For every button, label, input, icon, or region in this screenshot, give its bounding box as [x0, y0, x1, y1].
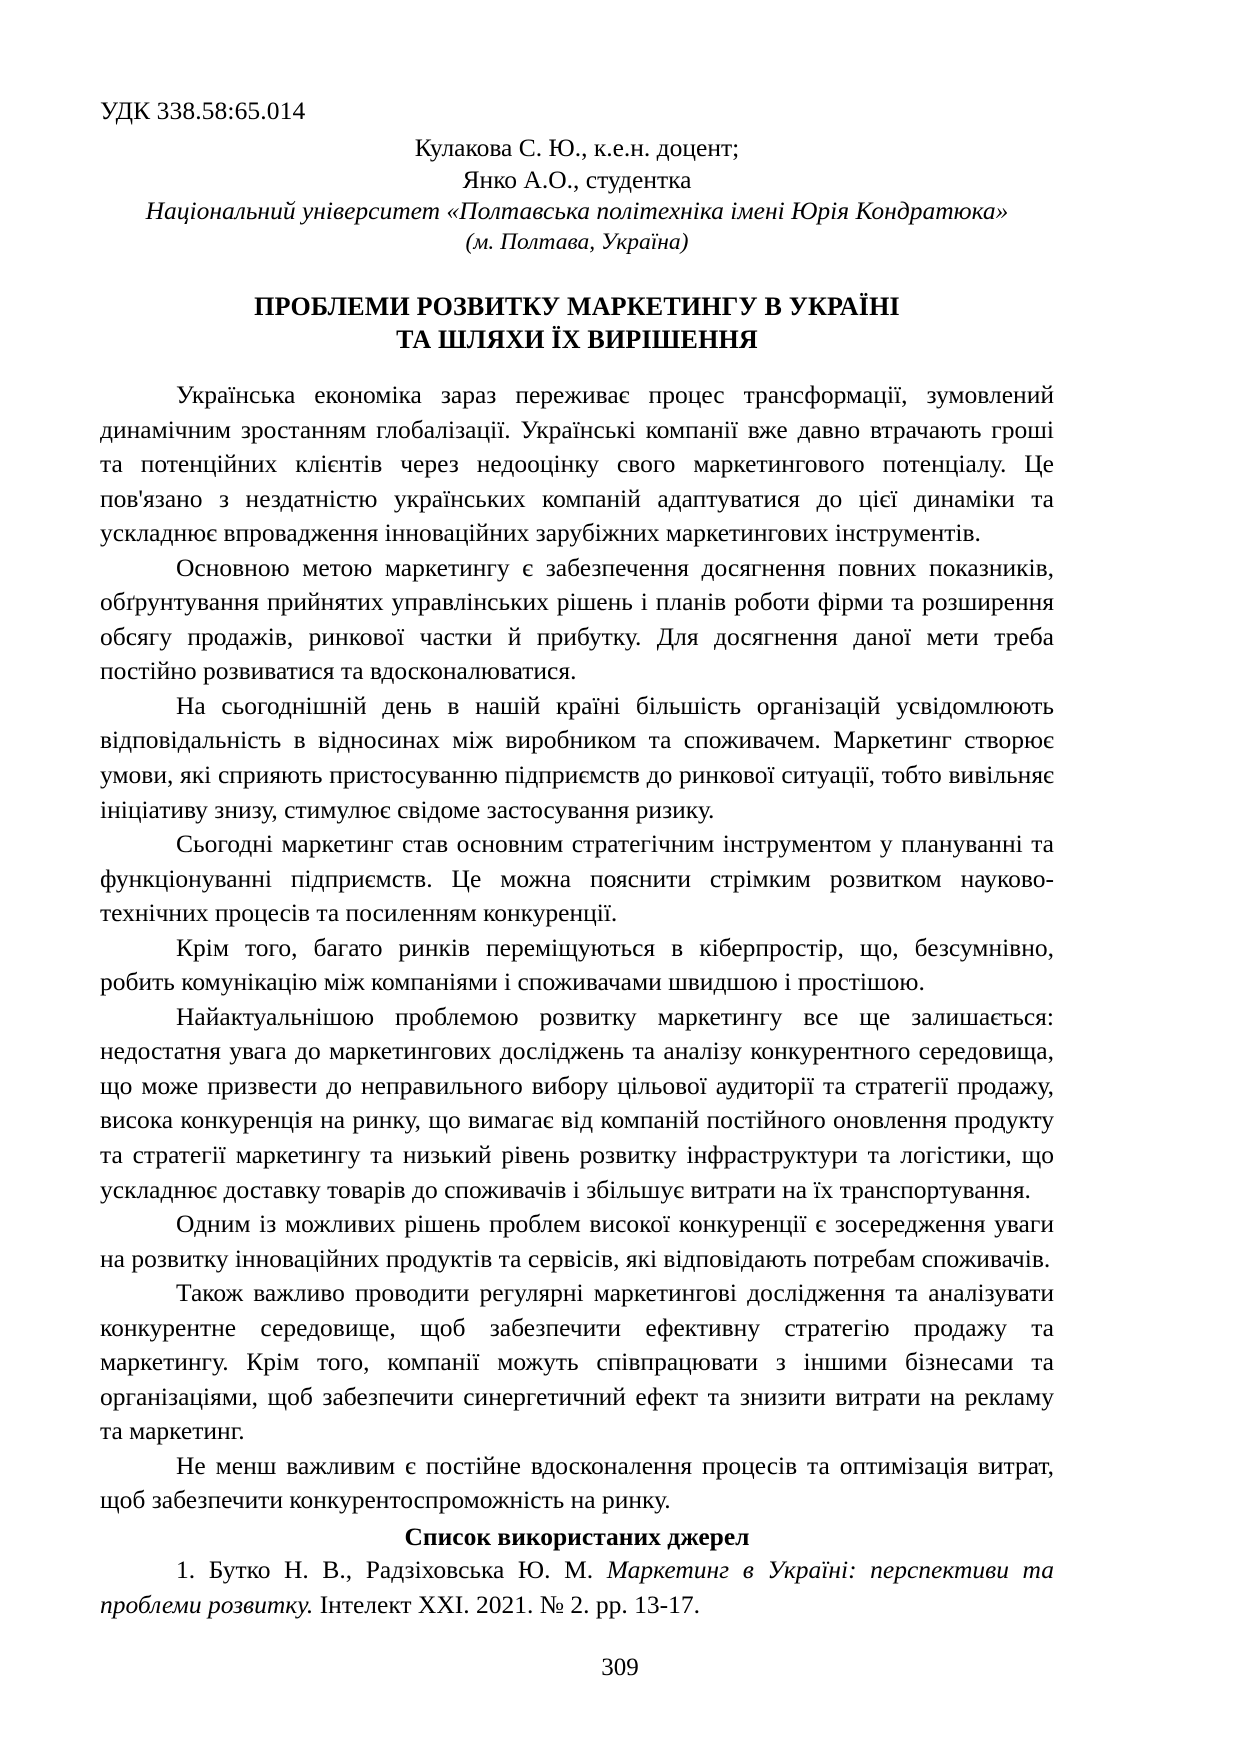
author-line-2: Янко А.О., студентка [462, 164, 692, 194]
page-content [100, 96, 1054, 1622]
paragraph: Крім того, багато ринків переміщуються в кіберпростір, що, безсумнівно, робить комунікацію між компаніями і споживачами швидшою і простішою. [100, 932, 1054, 997]
paragraph: Найактуальнішою проблемою розвитку маркетингу все ще залишається: недостатня увага до маркетингових досліджень та аналізу конкурентного середовища, що може призвести до неправильного вибору цільової аудиторії та стратегії продажу, висока конкуренція на ринку, що вимагає від компаній постійного оновлення продукту та стратегії маркетингу та низький рівень розвитку інфраструктури та логістики, що ускладнює доставку товарів до споживачів і збільшує витрати на їх транспортування. [100, 1001, 1054, 1204]
paragraph: Одним із можливих рішень проблем високої конкуренції є зосередження уваги на розвитку інноваційних продуктів та сервісів, які відповідають потребам споживачів. [100, 1209, 1054, 1273]
article-body [100, 378, 1054, 1518]
reference-suffix: Інтелект XXI. 2021. № 2. pp. 13-17. [313, 1589, 701, 1619]
paragraph: Не менш важливим є постійне вдосконалення процесів та оптимізація витрат, щоб забезпечити конкурентоспроможність на ринку. [100, 1450, 1054, 1515]
city-country: (м. Полтава, Україна) [465, 228, 689, 255]
paragraph: Українська економіка зараз переживає процес трансформації, зумовлений динамічним зростанням глобалізації. Українські компанії вже давно втрачають гроші та потенційних клієнтів через недооцінку свого маркетингового потенціалу. Це пов'язано з нездатністю українських компаній адаптуватися до цієї динаміки та ускладнює впровадження інноваційних зарубіжних маркетингових інструментів. [100, 379, 1054, 548]
affiliation: Національний університет «Полтавська політехніка імені Юрія Кондратюка» [145, 196, 1009, 226]
paragraph: Сьогодні маркетинг став основним стратегічним інструментом у плануванні та функціонуванні підприємств. Це можна пояснити стрімким розвитком науково-технічних процесів та посиленням конкуренції. [100, 829, 1054, 928]
paragraph: Також важливо проводити регулярні маркетингові дослідження та аналізувати конкурентне середовище, щоб забезпечити ефективну стратегію продажу та маркетингу. Крім того, компанії можуть співпрацювати з іншими бізнесами та організаціями, щоб забезпечити синергетичний ефект та знизити витрати на рекламу та маркетинг. [100, 1278, 1054, 1446]
page-title-line-2: ТА ШЛЯХИ ЇХ ВИРІШЕННЯ [396, 325, 758, 355]
paragraph: На сьогоднішній день в нашій країні більшість організацій усвідомлюють відповідальність в відносинах між виробником та споживачем. Маркетинг створює умови, які сприяють пристосуванню підприємств до ринкової ситуації, тобто вивільняє ініціативу знизу, стимулює свідоме застосування ризику. [100, 690, 1054, 824]
paragraph: Основною метою маркетингу є забезпечення досягнення повних показників, обґрунтування прийнятих управлінських рішень і планів роботи фірми та розширення обсягу продажів, ринкової частки й прибутку. Для досягнення даної мети треба постійно розвиватися та вдосконалюватися. [100, 552, 1054, 686]
author-line-1: Кулакова С. Ю., к.е.н. доцент; [414, 133, 740, 163]
reference-title: Маркетинг в Україні: перспективи та проблеми розвитку. [100, 1555, 1055, 1619]
reference-item [100, 1553, 1054, 1622]
page-title [100, 291, 1054, 357]
reference-prefix: 1. Бутко Н. В., Радзіховська Ю. М. [176, 1555, 607, 1585]
udk-code: УДК 338.58:65.014 [100, 96, 306, 125]
page-number: 309 [601, 1654, 639, 1681]
references-heading: Список використаних джерел [404, 1522, 750, 1551]
page-title-line-1: ПРОБЛЕМИ РОЗВИТКУ МАРКЕТИНГУ В УКРАЇНІ [254, 292, 900, 322]
